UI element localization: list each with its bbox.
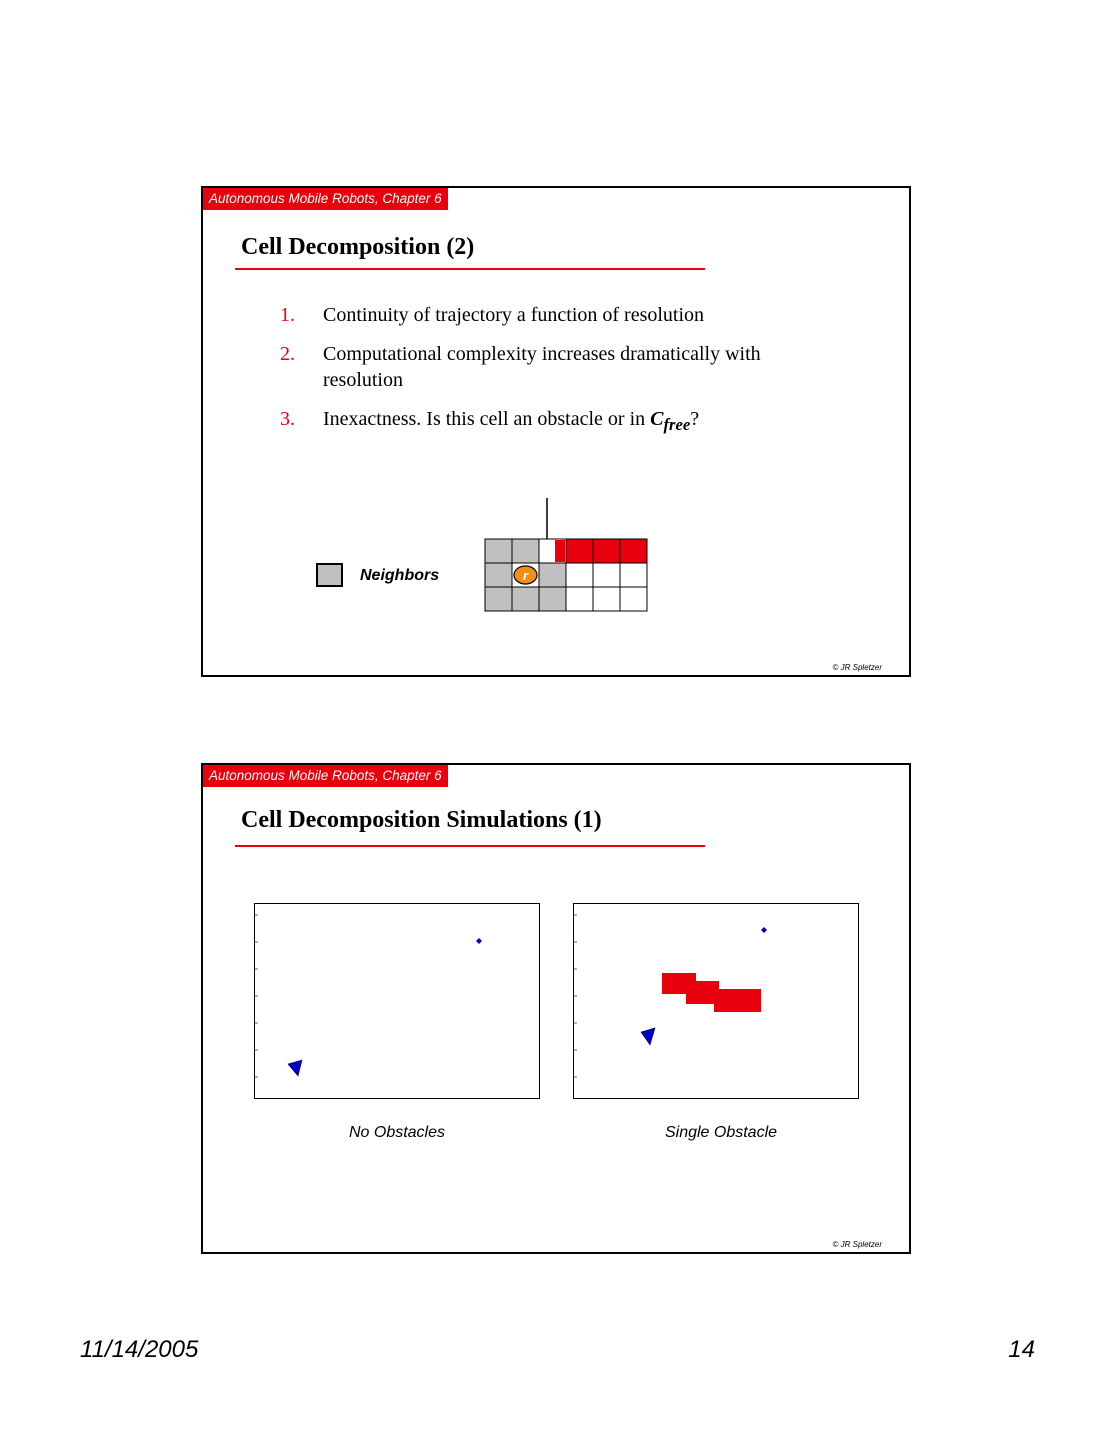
copyright: © JR Spletzer: [832, 663, 882, 672]
grid-cell-free: [593, 587, 620, 611]
legend-label: Neighbors: [360, 567, 440, 584]
simulation-plot-single-obstacle: [573, 903, 859, 1099]
list-number: 1.: [280, 304, 295, 326]
list-text: Continuity of trajectory a function of resolution: [323, 304, 705, 326]
grid-cell-neighbor: [485, 587, 512, 611]
grid-cell-obstacle: [593, 539, 620, 563]
grid-cell-free: [620, 587, 647, 611]
copyright: © JR Spletzer: [832, 1240, 882, 1249]
math-c: C: [650, 408, 664, 430]
list-text: Computational complexity increases dramatically with resolution: [323, 343, 761, 391]
page-number: 14: [1008, 1336, 1035, 1363]
grid-cell-free: [566, 587, 593, 611]
simulation-plot-no-obstacles: [254, 903, 540, 1099]
grid-cell-free: [593, 563, 620, 587]
course-tag: Autonomous Mobile Robots, Chapter 6: [203, 765, 448, 787]
grid-cell-neighbor: [485, 563, 512, 587]
bullet-list: [280, 302, 840, 451]
robot-label: r: [522, 568, 529, 583]
grid-cell-obstacle: [566, 539, 593, 563]
footer-date: 11/14/2005: [80, 1336, 199, 1363]
course-tag: Autonomous Mobile Robots, Chapter 6: [203, 188, 448, 210]
slide-title: Cell Decomposition Simulations (1): [241, 807, 602, 833]
list-item: [280, 302, 840, 328]
cell-grid-diagram: [483, 496, 653, 616]
goal-marker-icon: [476, 938, 482, 944]
neighbor-legend-swatch: [316, 563, 343, 587]
list-item: [280, 406, 840, 438]
grid-cell-free: [566, 563, 593, 587]
math-free: free: [663, 415, 691, 434]
title-underline: [235, 845, 705, 847]
goal-marker-icon: [761, 927, 767, 933]
title-underline: [235, 268, 705, 270]
grid-cell-neighbor: [512, 539, 539, 563]
grid-cell-neighbor: [539, 587, 566, 611]
robot-marker-icon: [288, 1060, 302, 1076]
list-item: [280, 341, 840, 393]
grid-cell-neighbor: [485, 539, 512, 563]
list-number: 2.: [280, 343, 295, 365]
grid-cell-free: [620, 563, 647, 587]
grid-cell-neighbor: [539, 563, 566, 587]
slide-cell-decomposition-2: [201, 186, 911, 677]
obstacle-partial: [555, 540, 565, 562]
robot-marker-icon: [641, 1028, 655, 1045]
caption-no-obstacles: No Obstacles: [348, 1124, 446, 1141]
grid-cell-neighbor: [512, 587, 539, 611]
grid-cell-obstacle: [620, 539, 647, 563]
list-number: 3.: [280, 408, 295, 430]
slide-cell-decomposition-simulations-1: [201, 763, 911, 1254]
list-text: Inexactness. Is this cell an obstacle or in: [323, 408, 651, 430]
plot-canvas: [255, 904, 539, 1098]
caption-single-obstacle: Single Obstacle: [664, 1124, 778, 1141]
list-text-after: ?: [690, 408, 700, 430]
plot-canvas: [574, 904, 858, 1098]
slide-title: Cell Decomposition (2): [241, 234, 475, 260]
obstacle-block: [714, 989, 761, 1012]
